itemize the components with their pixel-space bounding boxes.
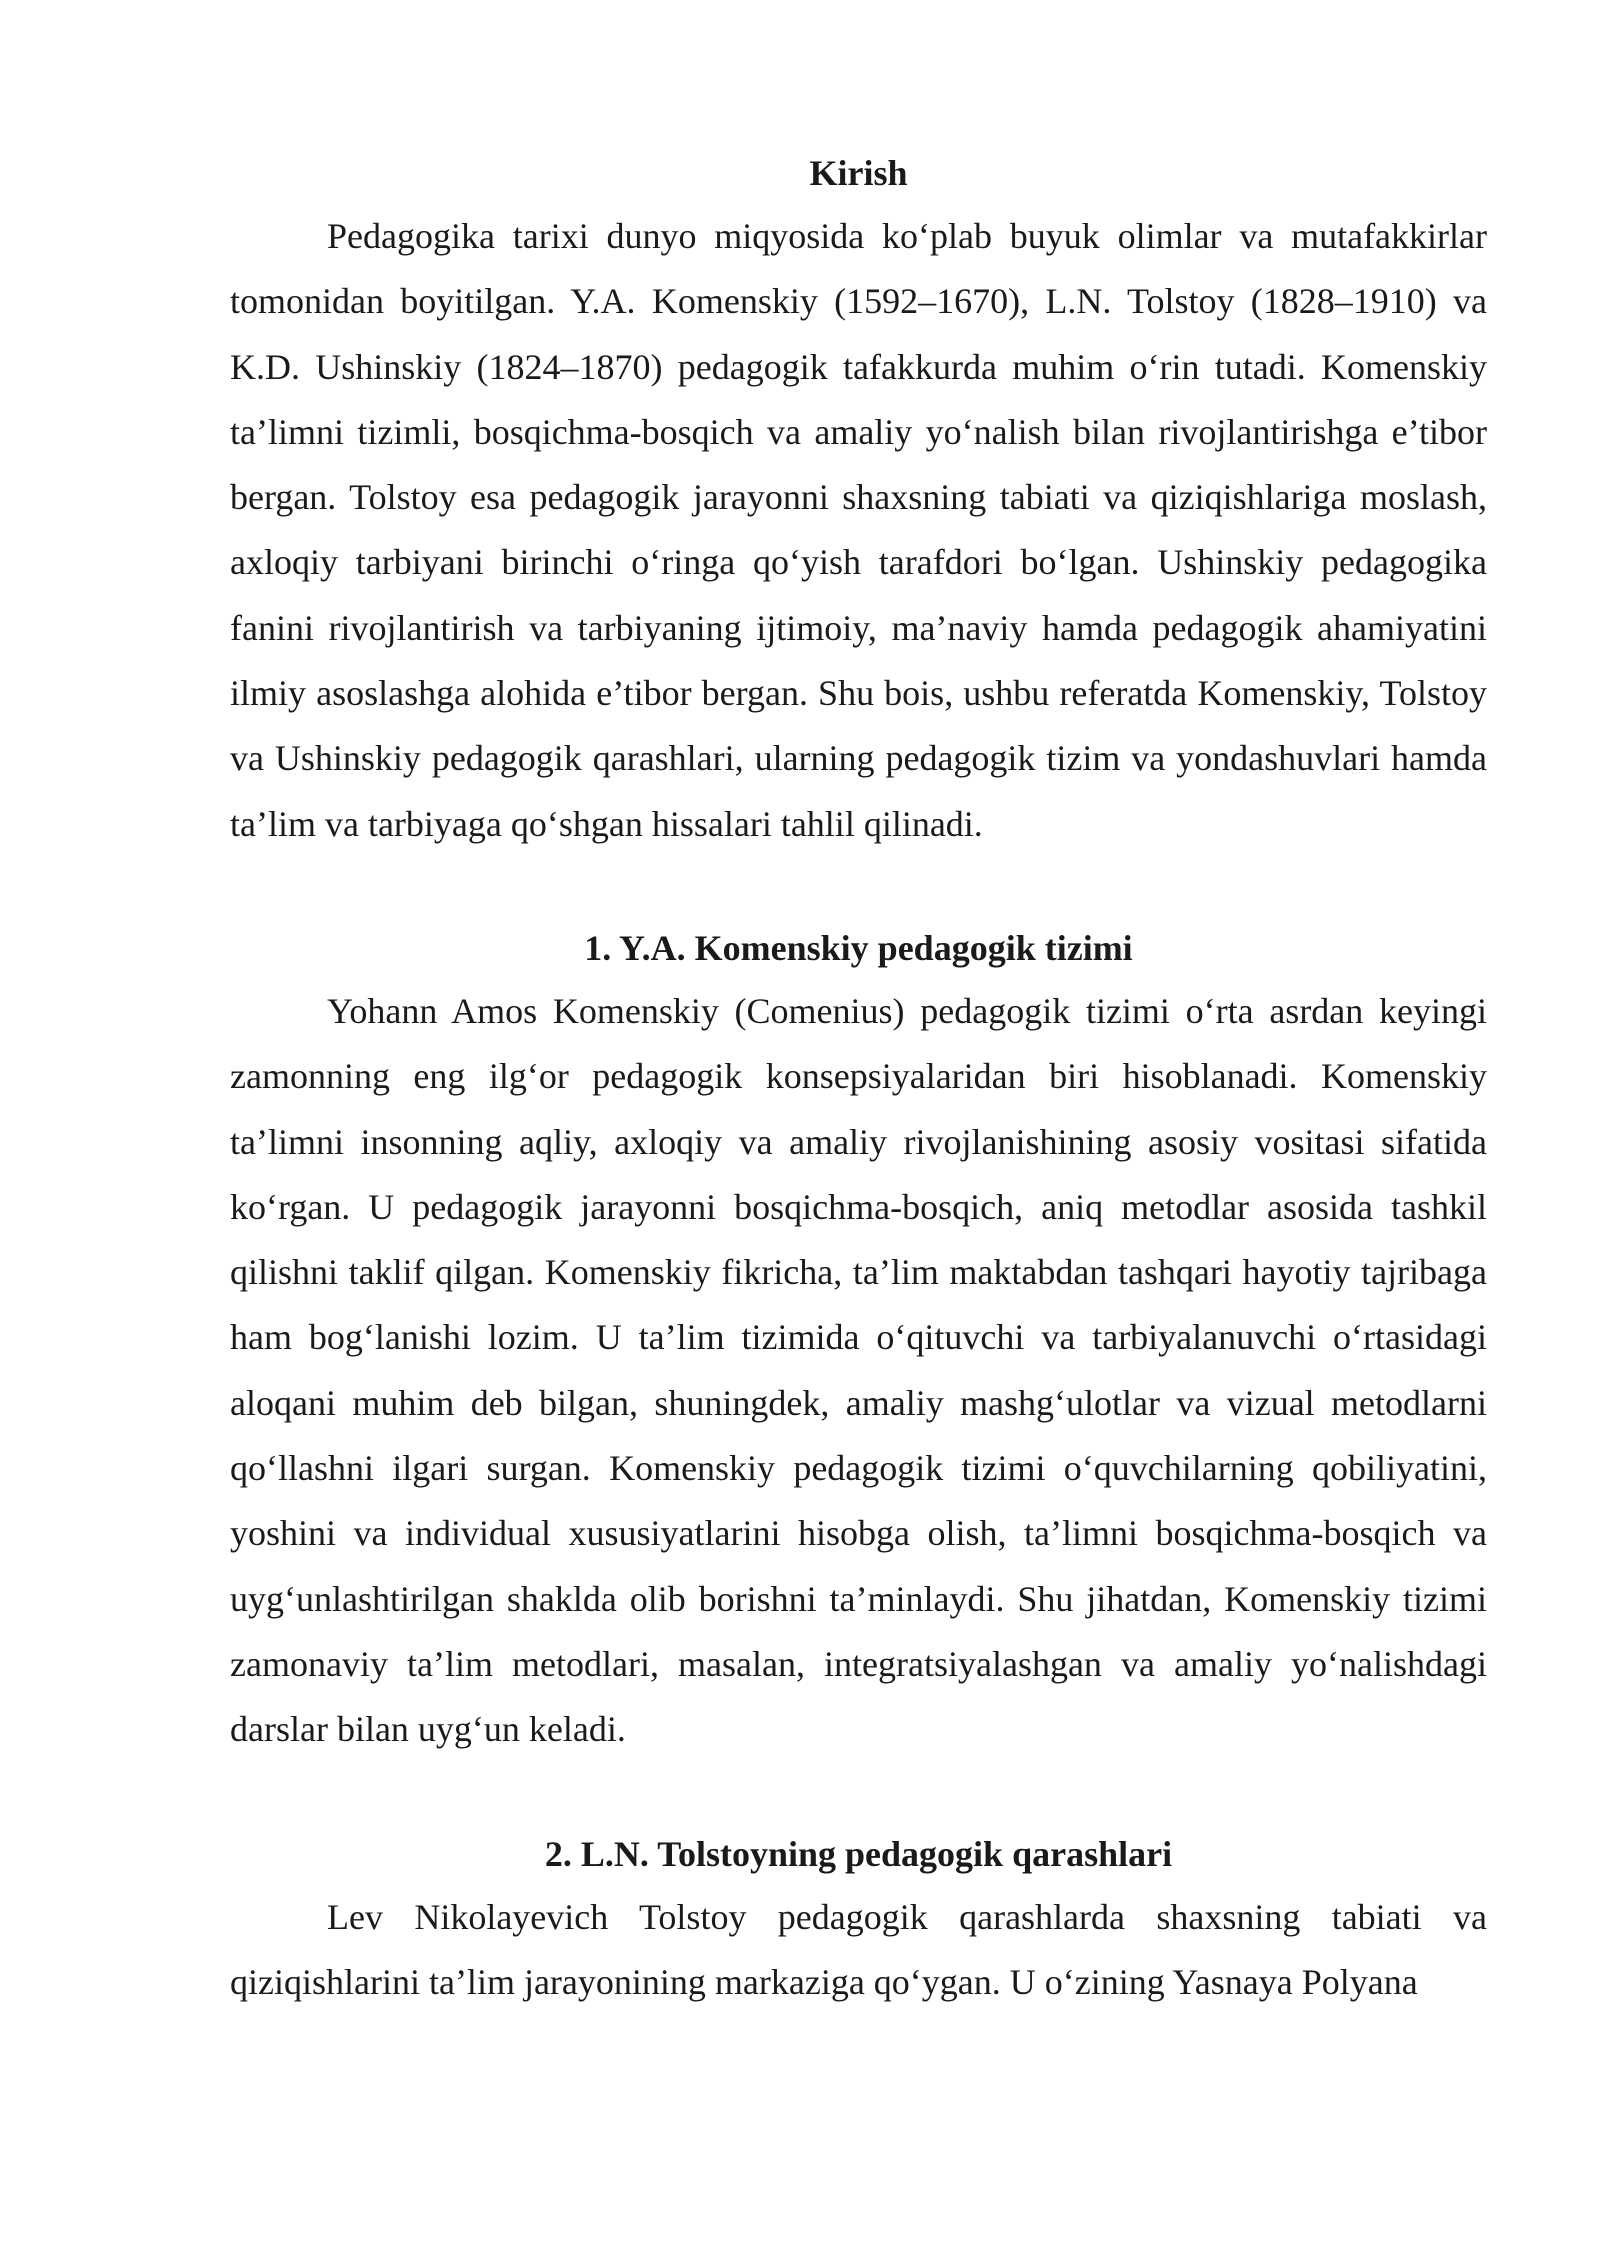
section-heading-intro: Kirish <box>809 153 908 193</box>
section-paragraph-tolstoy: Lev Nikolayevich Tolstoy pedagogik qarashlarda shaxsning tabiati va qiziqishlarini ta’lim jarayonining markaziga qo‘ygan. U o‘zining Yasnaya Polyana <box>230 1896 1487 2002</box>
section-spacer <box>230 1763 1487 1829</box>
section-heading-tolstoy: 2. L.N. Tolstoyning pedagogik qarashlari <box>544 1833 1173 1874</box>
section-spacer <box>230 857 1487 923</box>
section-paragraph-intro: Pedagogika tarixi dunyo miqyosida ko‘plab buyuk olimlar va mutafakkirlar tomonidan boyitilgan. Y.A. Komenskiy (1592–1670), L.N. Tolstoy (1828–1910) va K.D. Ushinskiy (1824–1870) pedagogik tafakkurda muhim o‘rin tutadi. Komenskiy ta’limni tizimli, bosqichma-bosqich va amaliy yo‘nalish bilan rivojlantirishga e’tibor bergan. Tolstoy esa pedagogik jarayonni shaxsning tabiati va qiziqishlariga moslash, axloqiy tarbiyani birinchi o‘ringa qo‘yish tarafdori bo‘lgan. Ushinskiy pedagogika fanini rivojlantirish va tarbiyaning ijtimoiy, ma’naviy hamda pedagogik ahamiyatini ilmiy asoslashga alohida e’tibor bergan. Shu bois, ushbu referatda Komenskiy, Tolstoy va Ushinskiy pedagogik qarashlari, ularning pedagogik tizim va yondashuvlari hamda ta’lim va tarbiyaga qo‘shgan hissalari tahlil qilinadi. <box>230 216 1487 844</box>
section-heading-komenskiy: 1. Y.A. Komenskiy pedagogik tizimi <box>584 927 1133 968</box>
document-page <box>230 148 1487 2015</box>
section-paragraph-komenskiy: Yohann Amos Komenskiy (Comenius) pedagogik tizimi o‘rta asrdan keyingi zamonning eng ilg‘or pedagogik konsepsiyalaridan biri hisoblanadi. Komenskiy ta’limni insonning aqliy, axloqiy va amaliy rivojlanishining asosiy vositasi sifatida ko‘rgan. U pedagogik jarayonni bosqichma-bosqich, aniq metodlar asosida tashkil qilishni taklif qilgan. Komenskiy fikricha, ta’lim maktabdan tashqari hayotiy tajribaga ham bog‘lanishi lozim. U ta’lim tizimida o‘qituvchi va tarbiyalanuvchi o‘rtasidagi aloqani muhim deb bilgan, shuningdek, amaliy mashg‘ulotlar va vizual metodlarni qo‘llashni ilgari surgan. Komenskiy pedagogik tizimi o‘quvchilarning qobiliyatini, yoshini va individual xususiyatlarini hisobga olish, ta’limni bosqichma-bosqich va uyg‘unlashtirilgan shakldа olib borishni ta’minlaydi. Shu jihatdan, Komenskiy tizimi zamonaviy ta’lim metodlari, masalan, integratsiyalashgan va amaliy yo‘nalishdagi darslar bilan uyg‘un keladi. <box>230 990 1487 1750</box>
